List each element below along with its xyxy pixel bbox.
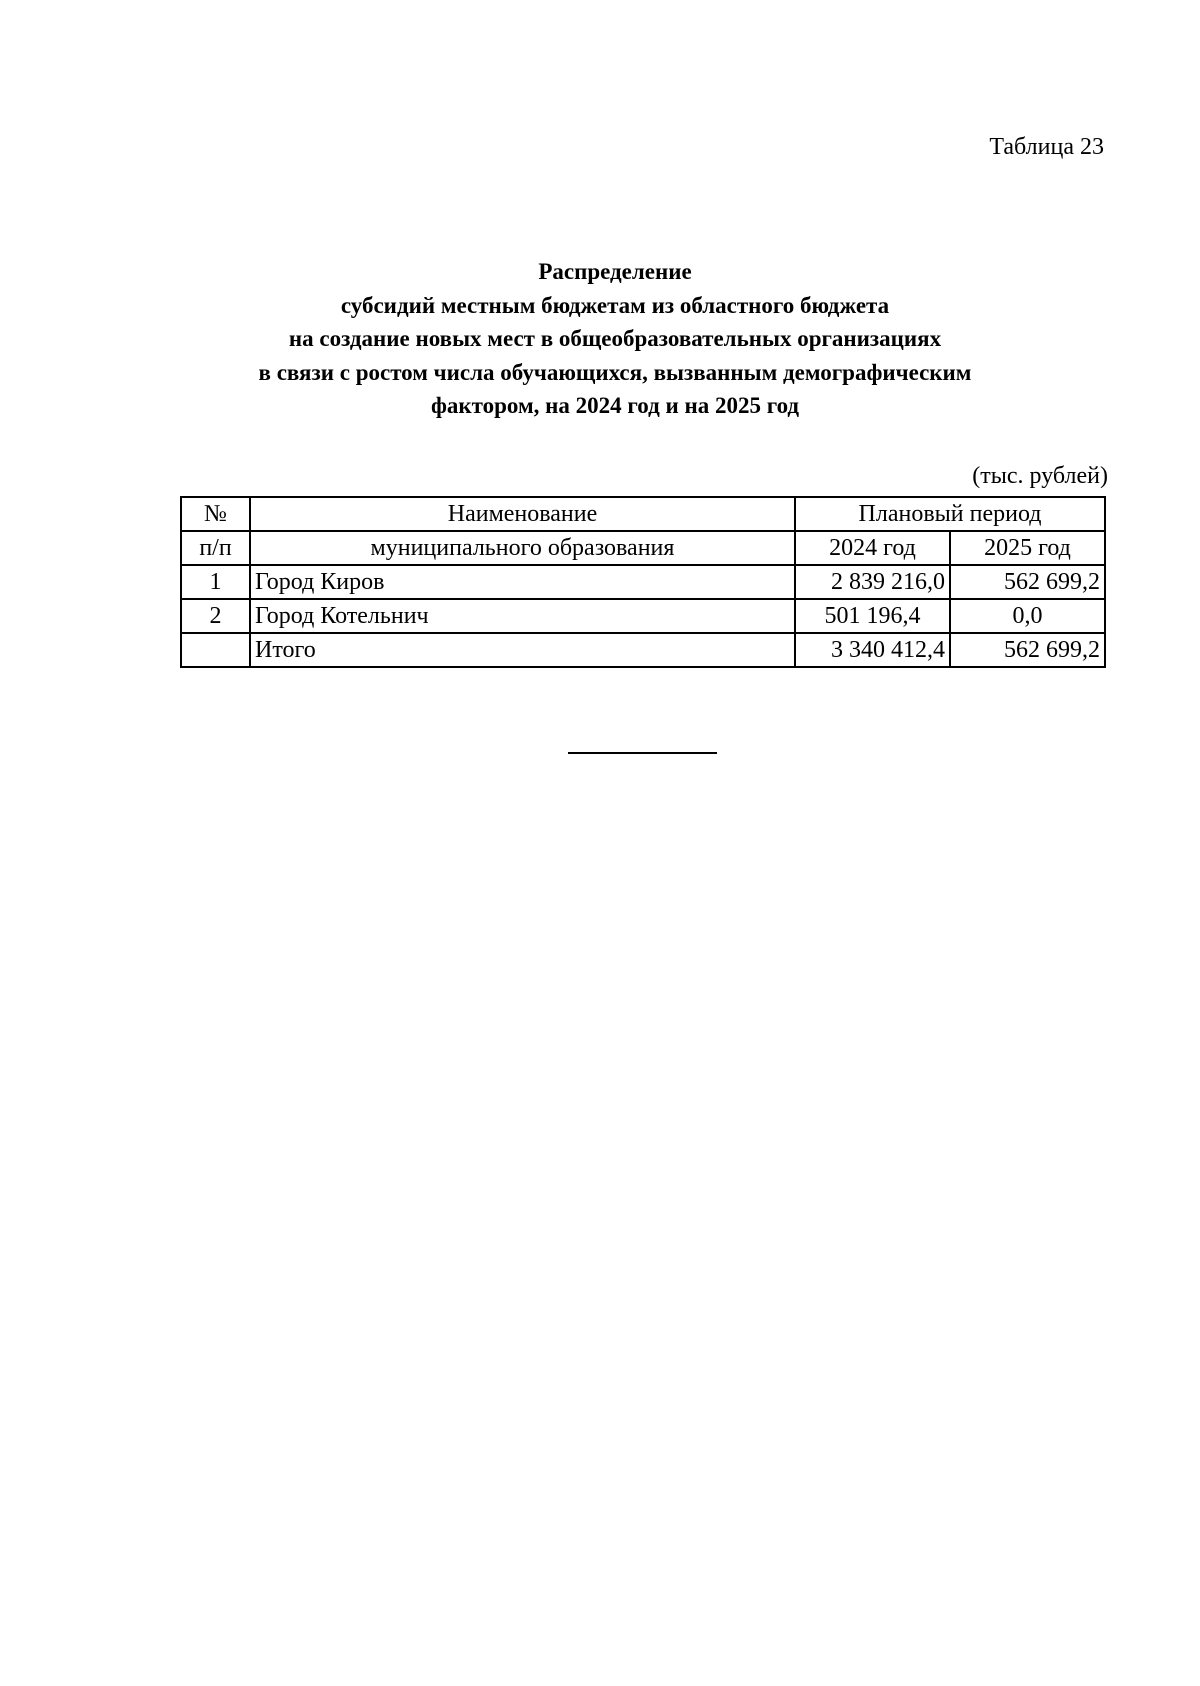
row-value-2025: 562 699,2 xyxy=(950,633,1105,667)
header-period: Плановый период xyxy=(795,497,1105,531)
row-num: 1 xyxy=(181,565,250,599)
header-year-2024: 2024 год xyxy=(795,531,950,565)
row-num xyxy=(181,633,250,667)
title-line: Распределение xyxy=(538,259,692,284)
table-row xyxy=(181,599,1105,633)
header-num-line1: № xyxy=(181,497,250,531)
title-line: в связи с ростом числа обучающихся, вызванным демографическим xyxy=(258,359,972,385)
row-num: 2 xyxy=(181,599,250,633)
subsidy-table xyxy=(180,496,1106,668)
row-value-2024: 501 196,4 xyxy=(795,599,950,633)
table-total-row xyxy=(181,633,1105,667)
title-line: фактором, на 2024 год и на 2025 год xyxy=(430,393,800,418)
row-name: Город Котельнич xyxy=(250,599,795,633)
table-header-row xyxy=(181,531,1105,565)
table-row xyxy=(181,565,1105,599)
row-value-2025: 0,0 xyxy=(950,599,1105,633)
row-value-2025: 562 699,2 xyxy=(950,565,1105,599)
units-label: (тыс. рублей) xyxy=(972,463,1108,489)
header-name-line2: муниципального образования xyxy=(250,531,795,565)
row-value-2024: 3 340 412,4 xyxy=(795,633,950,667)
table-header-row xyxy=(181,497,1105,531)
header-name-line1: Наименование xyxy=(250,497,795,531)
document-title xyxy=(150,255,1080,423)
title-line: на создание новых мест в общеобразовательных организациях xyxy=(288,326,942,351)
row-name: Итого xyxy=(250,633,795,667)
table-number: Таблица 23 xyxy=(989,134,1104,160)
row-value-2024: 2 839 216,0 xyxy=(795,565,950,599)
title-line: субсидий местным бюджетам из областного бюджета xyxy=(340,292,890,318)
header-num-line2: п/п xyxy=(181,531,250,565)
end-divider xyxy=(568,752,717,754)
row-name: Город Киров xyxy=(250,565,795,599)
header-year-2025: 2025 год xyxy=(950,531,1105,565)
